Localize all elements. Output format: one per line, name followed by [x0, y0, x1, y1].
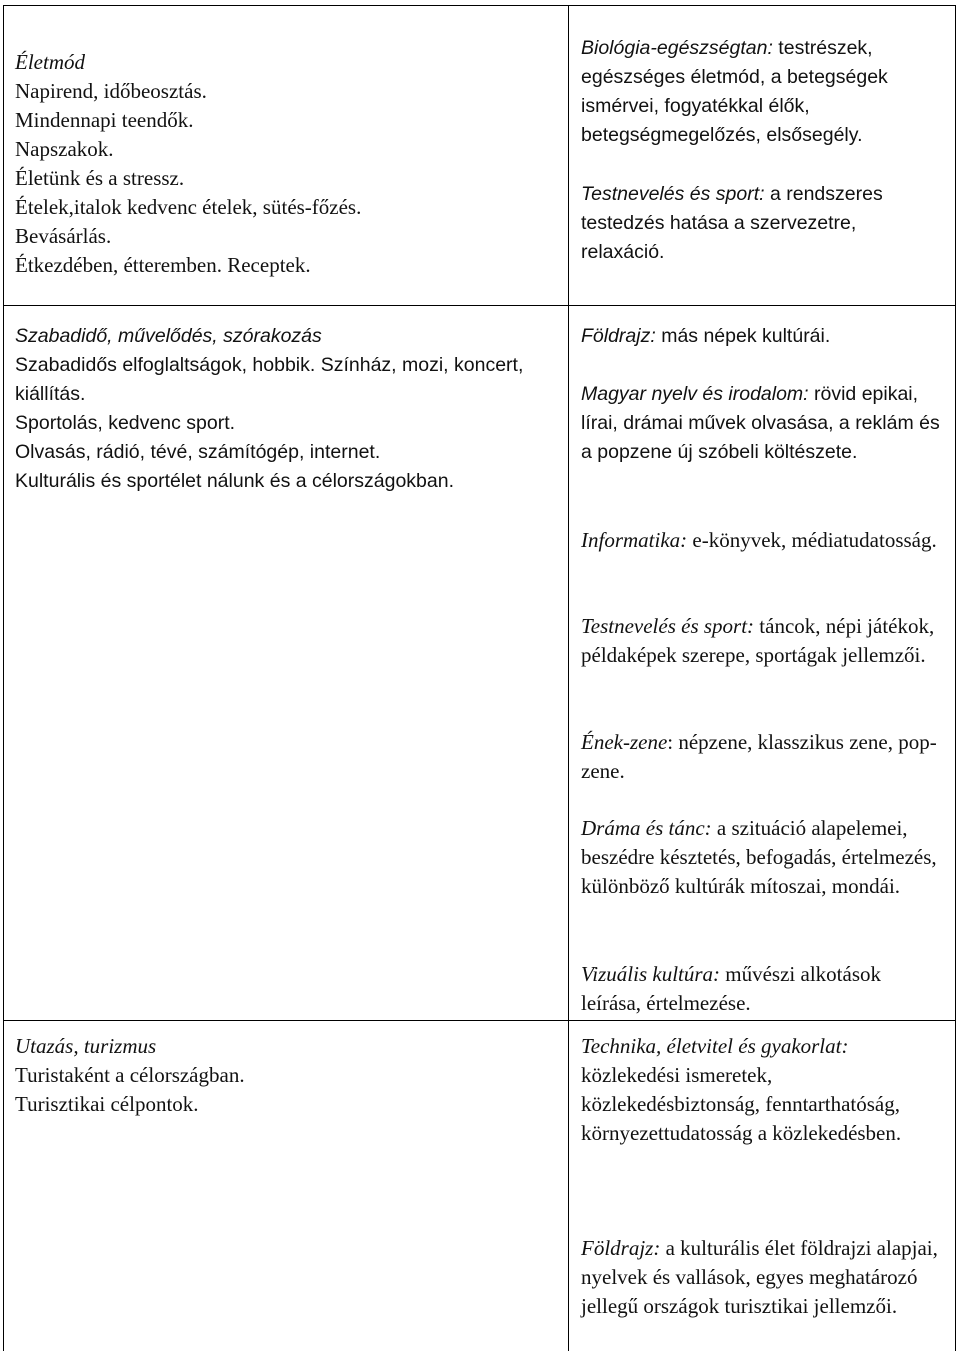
connection-text: közlekedési ismeretek, közlekedésbiztonság, fenntarthatóság, környezettudatosság a közlekedésben. — [581, 1063, 902, 1145]
connection-block — [581, 612, 941, 670]
table-border-left — [3, 5, 4, 1351]
connection-block — [581, 180, 941, 267]
connection-block — [581, 34, 941, 150]
topic-cell-travel — [15, 1032, 545, 1119]
connection-text: a rendszeres testedzés hatása a szervezetre, relaxáció. — [581, 183, 883, 263]
topic-line: Bevásárlás. — [15, 224, 112, 248]
topic-line: Kulturális és sportélet nálunk és a célországokban. — [15, 470, 454, 492]
topic-title: Szabadidő, művelődés, szórakozás — [15, 325, 322, 347]
subject-label: Testnevelés és sport: — [581, 614, 755, 638]
subject-label: Földrajz: — [581, 1236, 661, 1260]
connection-block — [581, 814, 941, 901]
connection-text: táncok, népi játékok, példaképek szerepe, sportágak jellemzői. — [581, 614, 935, 667]
topic-line: Mindennapi teendők. — [15, 108, 194, 132]
subject-label: Vizuális kultúra: — [581, 962, 721, 986]
topic-cell-lifestyle — [15, 48, 555, 280]
connection-text: testrészek, egészséges életmód, a betegségek ismérvei, fogyatékkal élők, betegségmegelőzés, elsősegély. — [581, 37, 888, 146]
topic-line: Étkezdében, étteremben. Receptek. — [15, 253, 311, 277]
subject-label: Magyar nyelv és irodalom: — [581, 383, 809, 405]
table-border-top — [3, 5, 956, 6]
topic-cell-leisure — [15, 322, 545, 496]
connection-text: : népzene, klasszikus zene, pop- zene. — [581, 730, 937, 783]
connection-text: művészi alkotások leírása, értelmezése. — [581, 962, 881, 1015]
topic-line: Sportolás, kedvenc sport. — [15, 412, 236, 434]
connection-text: a szituáció alapelemei, beszédre késztetés, befogadás, értelmezés, különböző kultúrák mítoszai, mondái. — [581, 816, 937, 898]
subject-label: Földrajz: — [581, 325, 656, 347]
connection-block — [581, 380, 941, 467]
connection-text: e-könyvek, médiatudatosság. — [687, 528, 937, 552]
row-divider-2 — [3, 1020, 956, 1021]
subject-label: Testnevelés és sport: — [581, 183, 765, 205]
subject-label: Dráma és tánc: — [581, 816, 712, 840]
table-border-right — [955, 5, 956, 1351]
subject-label: Biológia-egészségtan: — [581, 37, 773, 59]
topic-line: Turistaként a célországban. — [15, 1063, 245, 1087]
connection-text: más népek kultúrái. — [655, 325, 831, 347]
table-column-divider — [568, 5, 569, 1351]
connection-block — [581, 960, 941, 1018]
subject-label: Informatika: — [581, 528, 688, 552]
subject-label: Technika, életvitel és gyakorlat: — [581, 1034, 849, 1058]
topic-line: Ételek,italok kedvenc ételek, sütés-főzés. — [15, 195, 362, 219]
topic-line: Szabadidős elfoglaltságok, hobbik. Színház, mozi, koncert, kiállítás. — [15, 354, 524, 405]
connection-block — [581, 526, 941, 555]
topic-line: Napszakok. — [15, 137, 114, 161]
topic-line: Turisztikai célpontok. — [15, 1092, 199, 1116]
row-divider-1 — [3, 305, 956, 306]
topic-title: Életmód — [15, 50, 85, 74]
topic-line: Olvasás, rádió, tévé, számítógép, internet. — [15, 441, 381, 463]
connection-block — [581, 1234, 941, 1321]
connection-block — [581, 322, 941, 351]
topic-line: Napirend, időbeosztás. — [15, 79, 207, 103]
connection-text: rövid epikai, lírai, drámai művek olvasása, a reklám és a popzene új szóbeli költészete. — [581, 383, 940, 463]
topic-line: Életünk és a stressz. — [15, 166, 185, 190]
connection-block — [581, 1032, 941, 1148]
connection-block — [581, 728, 941, 786]
topic-title: Utazás, turizmus — [15, 1034, 157, 1058]
connection-text: a kulturális élet földrajzi alapjai, nyelvek és vallások, egyes meghatározó jellegű országok turisztikai jellemzői. — [581, 1236, 938, 1318]
subject-label: Ének-zene — [581, 730, 668, 754]
